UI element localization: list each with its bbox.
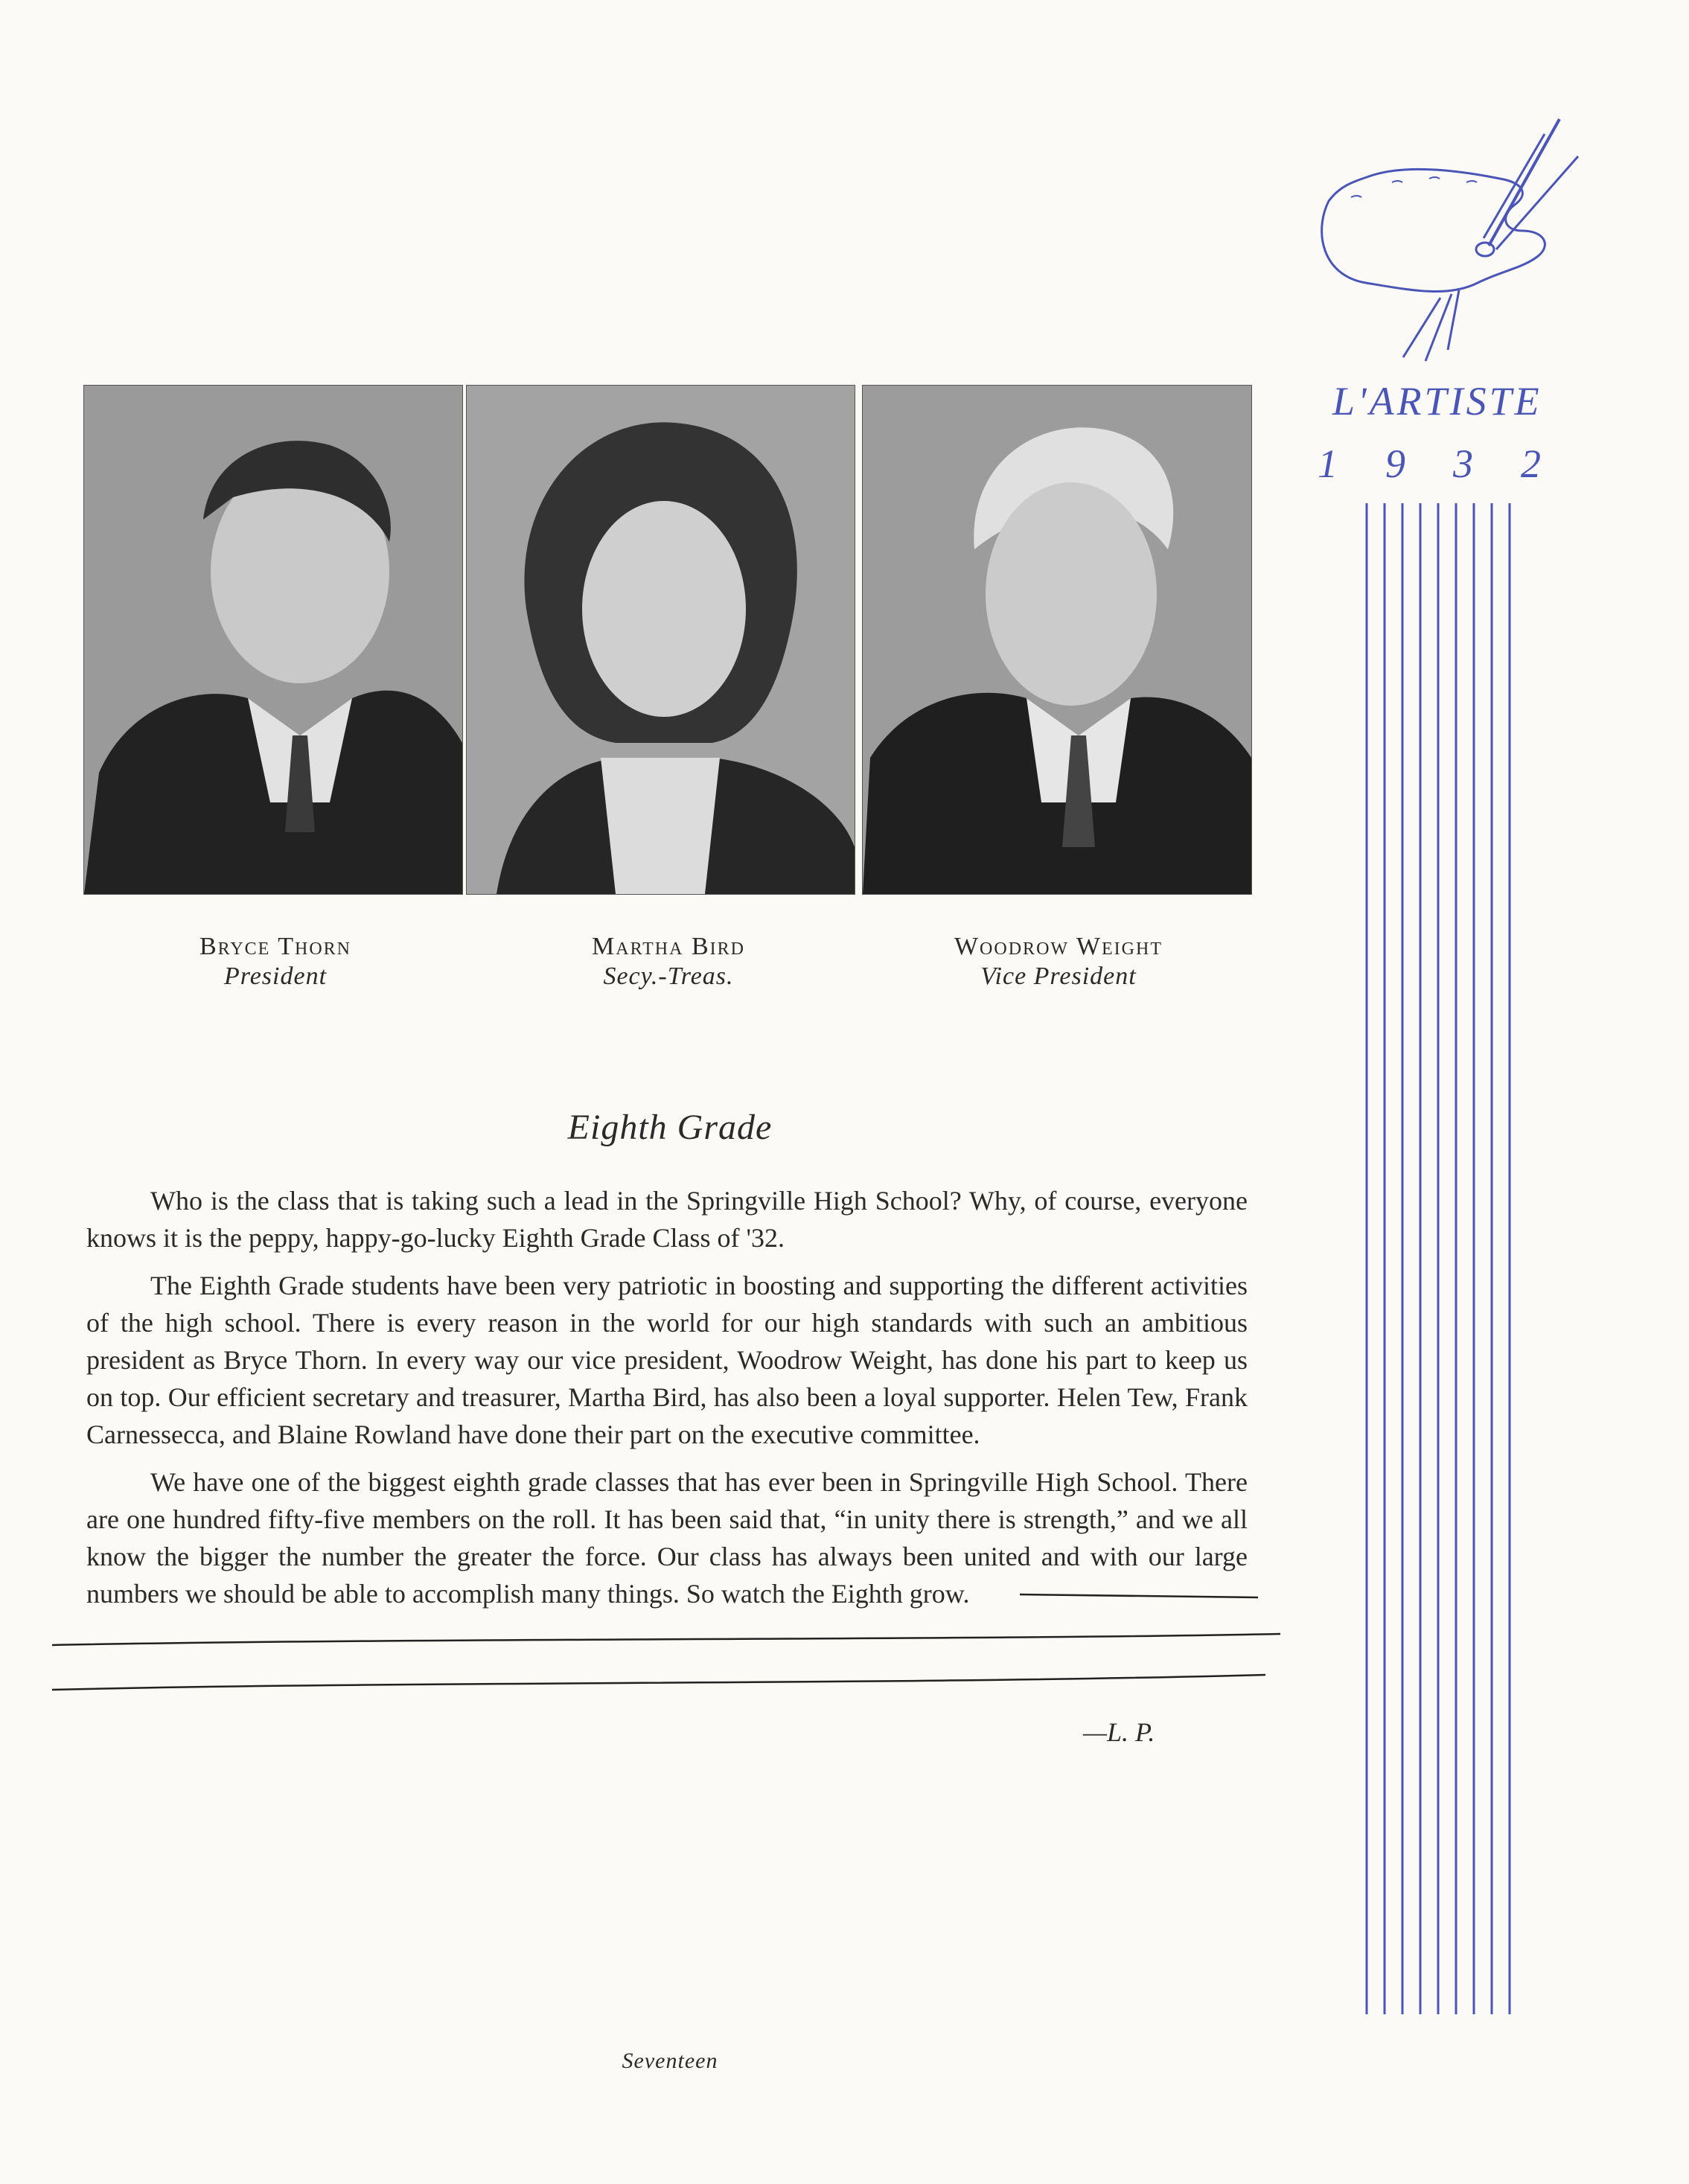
officer-name: Bryce Thorn bbox=[199, 933, 352, 960]
decorative-vertical-lines bbox=[1362, 503, 1511, 2014]
officer-title: Vice President bbox=[980, 962, 1137, 990]
article-heading: Eighth Grade bbox=[567, 1108, 773, 1147]
article-body bbox=[86, 1182, 1248, 1623]
portrait-photo-martha-bird bbox=[466, 385, 855, 895]
yearbook-title: L'ARTISTE bbox=[1332, 379, 1542, 424]
year-digit: 2 bbox=[1521, 441, 1541, 486]
artist-palette-logo bbox=[1299, 112, 1582, 365]
article-paragraph: The Eighth Grade students have been very patriotic in boosting and supporting the different activities of the high school. There is every reason in the world for our high standards with such an ambitious president as Bryce Thorn. In every way our vice president, Woodrow Weight, has done his part to keep us on top. Our efficient secretary and treasurer, Martha Bird, has also been a loyal supporter. Helen Tew, Frank Carnessecca, and Blaine Rowland have done their part on the executive committee. bbox=[86, 1271, 1248, 1449]
portrait-photo-bryce-thorn bbox=[83, 385, 463, 895]
officer-name: Woodrow Weight bbox=[954, 933, 1163, 960]
officer-caption bbox=[89, 932, 462, 992]
year-digit: 1 bbox=[1318, 441, 1338, 486]
officer-title: Secy.-Treas. bbox=[603, 962, 734, 990]
year-digit: 9 bbox=[1385, 441, 1405, 486]
officer-caption bbox=[872, 932, 1245, 992]
article-paragraph: We have one of the biggest eighth grade classes that has ever been in Springville High School. There are one hundred fifty-five members on the roll. It has been said that, “in unity there is strength,” and we all know the bigger the number the greater the force. Our class has always been united and with our large numbers we should be able to accomplish many things. So watch the Eighth grow. bbox=[86, 1467, 1248, 1609]
officer-caption bbox=[482, 932, 855, 992]
officer-name: Martha Bird bbox=[592, 933, 745, 960]
yearbook-year bbox=[1318, 441, 1541, 487]
officer-title: President bbox=[223, 962, 328, 990]
year-digit: 3 bbox=[1453, 441, 1473, 486]
article-paragraph: Who is the class that is taking such a lead in the Springville High School? Why, of course, everyone knows it is the peppy, happy-go-lucky Eighth Grade Class of '32. bbox=[86, 1186, 1248, 1253]
article-signature: —L. P. bbox=[1083, 1717, 1155, 1747]
page-number: Seventeen bbox=[622, 2049, 718, 2073]
portrait-photo-woodrow-weight bbox=[862, 385, 1252, 895]
